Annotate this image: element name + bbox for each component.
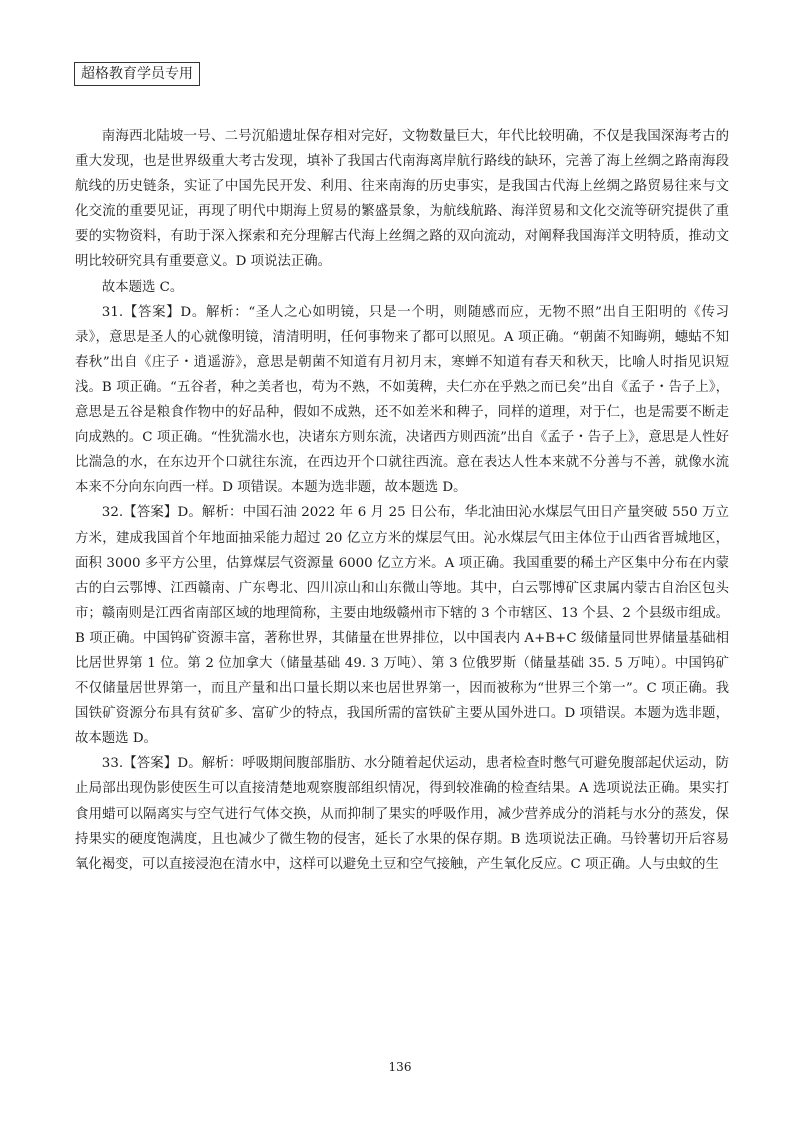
paragraph-q31: 31.【答案】D。解析：“圣人之心如明镜，只是一个明，则随感而应，无物不照”出自王阳明的《传习录》，意思是圣人的心就像明镜，清清明明，任何事物来了都可以照见。A 项正确。“朝菌不知晦朔，蟪蛄不知春秋”出自《庄子・逍遥游》，意思是朝菌不知道有月初月末，寒蝉不知道有春天和秋天，比喻人时指见识短浅。B 项正确。“五谷者，种之美者也，苟为不熟，不如荑稗，夫仁亦在乎熟之而已矣”出自《孟子・告子上》，意思是五谷是粮食作物中的好品种，假如不成熟，还不如差米和稗子，同样的道理，对于仁，也是需要不断走向成熟的。C 项正确。“性犹湍水也，决诸东方则东流，决诸西方则西流”出自《孟子・告子上》，意思是人性好比湍急的水，在东边开个口就往东流，在西边开个口就往西流。意在表达人性本来就不分善与不善，就像水流本来不分向东向西一样。D 项错误。本题为选非题，故本题选 D。 [75, 304, 729, 496]
paragraph: 故本题选 C。 [101, 279, 184, 295]
paragraph-q32: 32.【答案】D。解析：中国石油 2022 年 6 月 25 日公布，华北油田沁水煤层气田日产量突破 550 万立方米，建成我国首个年地面抽采能力超过 20 亿立方米的煤层气田。沁水煤层气田主体位于山西省晋城地区，面积 3000 多平方公里，估算煤层气资源量 6000 亿立方米。A 项正确。我国重要的稀土产区集中分布在内蒙古的白云鄂博、江西赣南、广东粤北、四川凉山和山东微山等地。其中，白云鄂博矿区隶属内蒙古自治区包头市；赣南则是江西省南部区域的地理简称，主要由地级赣州市下辖的 3 个市辖区、13 个县、2 个县级市组成。B 项正确。中国钨矿资源丰富，著称世界，其储量在世界排位，以中国表内 A+B+C 级储量同世界储量基础相比居世界第 1 位。第 2 位加拿大（储量基础 49. 3 万吨）、第 3 位俄罗斯（储量基础 35. 5 万吨）。中国钨矿不仅储量居世界第一，而且产量和出口量长期以来也居世界第一，因而被称为“世界三个第一”。C 项正确。我国铁矿资源分布具有贫矿多、富矿少的特点，我国所需的富铁矿主要从国外进口。D 项错误。本题为选非题，故本题选 D。 [75, 505, 729, 747]
page-number: 136 [388, 1060, 412, 1074]
paragraph-q33: 33.【答案】D。解析：呼吸期间腹部脂肪、水分随着起伏运动，患者检查时憋气可避免腹部起伏运动，防止局部出现伪影使医生可以直接清楚地观察腹部组织情况，得到较准确的检查结果。A 选项说法正确。果实打食用蜡可以隔离实与空气进行气体交换，从而抑制了果实的呼吸作用，减少营养成分的消耗与水分的蒸发，保持果实的硬度饱满度，且也减少了微生物的侵害，延长了水果的保存期。B 选项说法正确。马铃薯切开后容易氧化褐变，可以直接浸泡在清水中，这样可以避免土豆和空气接触，产生氧化反应。C 项正确。人与虫蚊的生 [75, 756, 729, 872]
answer-content [75, 124, 729, 877]
header-label: 超格教育学员专用 [74, 62, 200, 86]
paragraph: 南海西北陆坡一号、二号沉船遗址保存相对完好，文物数量巨大，年代比较明确，不仅是我国深海考古的重大发现，也是世界级重大考古发现，填补了我国古代南海离岸航行路线的缺环，完善了海上丝绸之路南海段航线的历史链条，实证了中国先民开发、利用、往来南海的历史事实，是我国古代海上丝绸之路贸易往来与文化交流的重要见证，再现了明代中期海上贸易的繁盛景象，为航线航路、海洋贸易和文化交流等研究提供了重要的实物资料，有助于深入探索和充分理解古代海上丝绸之路的双向流动，对阐释我国海洋文明特质，推动文明比较研究具有重要意义。D 项说法正确。 [75, 129, 729, 270]
